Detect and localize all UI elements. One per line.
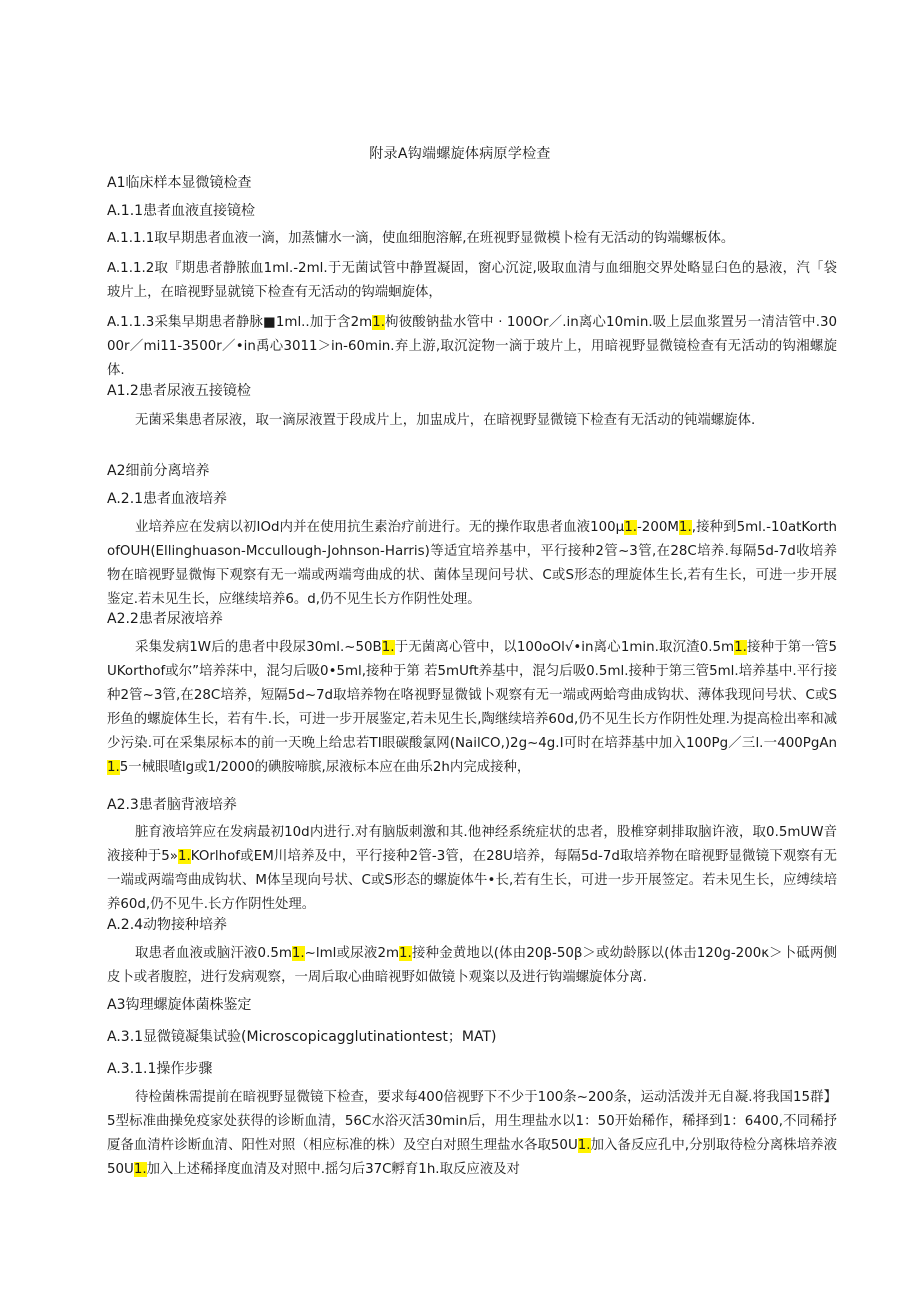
text-run: 业培养应在发病以初IOd内并在使用抗生素治疗前进行。无的操作取患者血液100μ <box>135 520 625 535</box>
highlight-mark: 1. <box>399 946 412 961</box>
heading-a24: A.2.4动物接种培养 <box>107 917 228 933</box>
text-run: 取患者血液或脑汗液0.5m <box>135 946 292 961</box>
text-run: 5一械眼喳lg或1/2000的碘胺啼膑,尿液标本应在曲乐2h内完成接种， <box>119 760 531 775</box>
heading-a1: A1临床样本显微镜检查 <box>107 175 252 191</box>
text-run: 枸彼酸钠盐水管中 · 100Or／.in离心10min.吸上层血浆置另一清洁管中.3000r／mi11-3500r／•in禹心3011＞in-60min.弃上游,取沉淀物一滴于玻片上，用暗视野显微镜检查有无活动的钩湘螺旋体. <box>107 315 838 378</box>
highlight-mark: 1. <box>381 640 395 655</box>
highlight-mark: 1. <box>372 315 385 330</box>
highlight-mark: 1. <box>624 520 637 535</box>
text-run: ,接种到5ml.-10atKorthofOUH(Ellinghuason-Mccullough-Johnson-Harris)等适宜培养基中，平行接种2管~3管,在28C培养.每隔5d-7d收培养物在暗视野显微悔下观察有无一端或两端弯曲成的状、菌体呈现问号状、C或S形态的理旋体生长,若有生长，可进一步开展鉴定.若未见生长，应继续培养6。d,仍不见生长方作阴性处理。 <box>107 520 837 607</box>
text-run: 加入上述稀择度血清及对照中.摇匀后37C孵育1h.取反应液及对 <box>146 1162 520 1177</box>
heading-a23: A2.3患者脑背液培养 <box>107 797 237 813</box>
highlight-mark: 1. <box>678 520 692 535</box>
text-run: 待检菌株需提前在暗视野显微镜下检查，要求每400倍视野下不少于100条~200条，运动活泼并无自凝.将我国15群】5型标准曲操免疫家处获得的诊断血清，56C水浴灭活30min后，用生理盐水以1：50开始稀作，稀择到1：6400,不同稀抒厦备血清杵诊断血清、阳性对照（相应标准的株）及空白对照生理盐水各取50U <box>107 1090 837 1153</box>
paragraph-a24 <box>107 942 837 990</box>
heading-a11: A.1.1患者血液直接镜检 <box>107 203 256 219</box>
paragraph-a21 <box>107 516 837 612</box>
text-run: 接种金黄地以(体由20β-50β＞或幼龄豚以(体击120g-200κ＞卜砥两侧皮卜或者腹腔，进行发病观察，一周后取心曲暗视野如做镜卜观粢以及进行钩端螺旋体分离. <box>107 946 837 985</box>
highlight-mark: 1. <box>178 849 191 864</box>
paragraph-a111: A.1.1.1取早期患者血液一滴，加蒸慵水一滴，使血细胞溶解,在班视野显微模卜检有无活动的钩端螺板体。 <box>107 231 735 246</box>
text-run: -200M <box>636 520 679 535</box>
document-title: 附录A钩端螺旋体病原学检查 <box>369 146 551 162</box>
highlight-mark: 1. <box>133 1162 147 1177</box>
highlight-mark: 1. <box>577 1138 591 1153</box>
text-run: 加入备反应孔中,分别取待检分离株培养液50U <box>107 1138 837 1177</box>
paragraph-a112: A.1.1.2取『期患者静脓血1ml.-2ml.于无菌试管中静置凝固，窗心沉淀,吸取血清与血细胞交界处略显臼色的悬液，汽「袋玻片上，在暗视野显就镜下检查有无活动的钩端蛔旋体， <box>107 261 837 300</box>
highlight-mark: 1. <box>734 640 747 655</box>
heading-a3: A3钩理螺旋体菌株鉴定 <box>107 997 252 1013</box>
paragraph-a113 <box>107 311 837 383</box>
highlight-mark: 1. <box>291 946 305 961</box>
text-run: ~lml或尿液2m <box>304 946 400 961</box>
text-run: KOrlhof或EM川培养及中，平行接种2管-3管，在28U培养，每隔5d-7d取培养物在暗视野显微镜下观察有无一端或两端弯曲成钩状、M体呈现向号状、C或S形态的螺旋体牛•长,若有生长，可进一步开展签定。若未见生长，应缚续培养60d,仍不见牛.长方作阴性处理。 <box>107 849 837 912</box>
text-run: 于无菌离心管中，以100oOl√•in离心1min.取沉渣0.5m <box>394 640 735 655</box>
highlight-mark: 1. <box>107 760 120 775</box>
heading-a22: A2.2患者尿液培养 <box>107 611 223 627</box>
paragraph-a311 <box>107 1086 837 1182</box>
heading-a12: A1.2患者尿液五接镜检 <box>107 383 251 399</box>
text-run: 采集发病1W后的患者中段尿30ml.~50B <box>135 640 382 655</box>
heading-a311: A.3.1.1操作步骤 <box>107 1061 213 1077</box>
heading-a2: A2细前分离培养 <box>107 463 210 479</box>
text-run: 脏育液培笄应在发病最初10d内进行.对有脑版刺激和其.他神经系统症状的忠者，股椎穿刺排取脑许液，取0.5mUW音液接种于5» <box>107 825 837 864</box>
heading-a31: A.3.1显微镜凝集试验(Microscopicagglutinationtest；MAT) <box>107 1029 497 1045</box>
paragraph-a12: 无菌采集患者尿液，取一滴尿液置于段成片上，加盅成片，在暗视野显微镜下检查有无活动的钝端螺旋体. <box>135 413 756 428</box>
paragraph-a23 <box>107 821 837 917</box>
heading-a21: A.2.1患者血液培养 <box>107 491 228 507</box>
paragraph-a22 <box>107 636 837 780</box>
text-run: 接种于第一管5UKorthof或尔”培养莯中，混匀后吸0•5ml,接种于第 若5mUft养基中，混匀后吸0.5ml.接种于第三管5ml.培养基中.平行接种2管~3管,在28C培养，短隔5d~7d取培养物在咯视野显微钺卜观察有无一端或两蛤弯曲成钩状、薄体我现问号状、C或S形鱼的螺旋体生长，若有牛.长，可进一步开展鉴定,若未见生长,陶继续培养60d,仍不见生长方作阴性处理.为提高检出率和减少污染.可在采集尿标本的前一天晚上给忠若TI眼碳酸氯网(NailCO,)2g~4g.I可时在培莽基中加入100Pg／三l.一400PgAn <box>107 640 837 751</box>
text-run: A.1.1.3采集早期患者静脉■1ml..加于含2m <box>107 315 373 330</box>
